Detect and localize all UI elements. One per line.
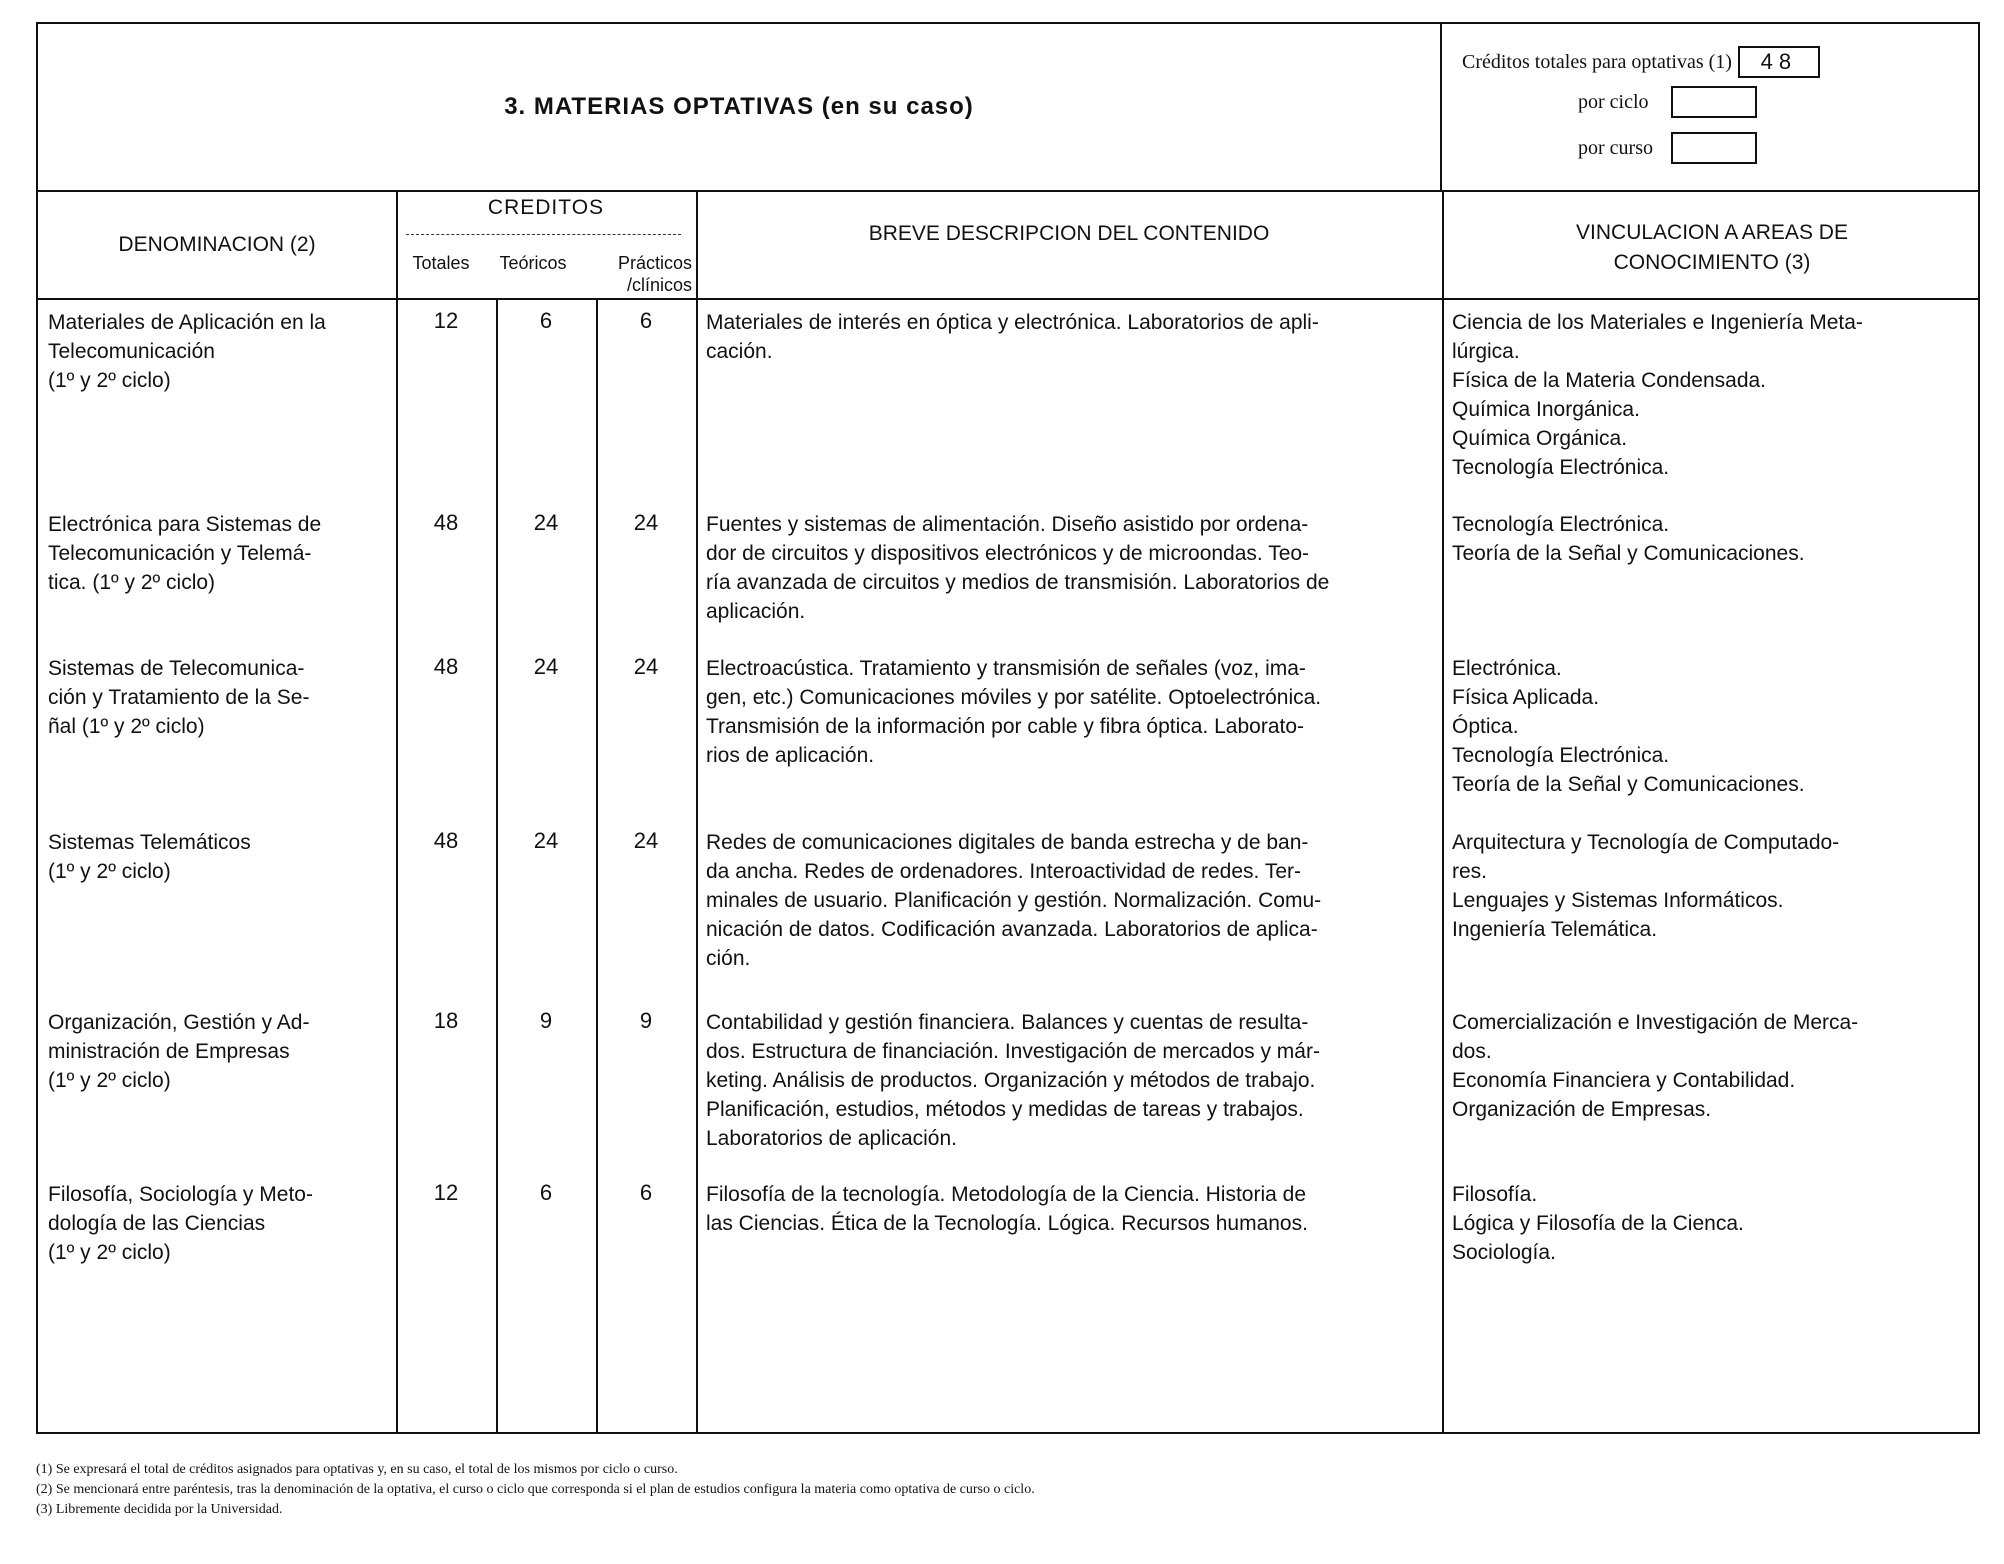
section-title: 3. MATERIAS OPTATIVAS (en su caso): [38, 24, 1442, 190]
row-1-teoricos: 6: [539, 308, 553, 333]
row-4-totales: 48: [433, 828, 459, 853]
footnotes: [36, 1460, 1035, 1520]
col-vinculacion: VINCULACION A AREAS DE CONOCIMIENTO (3): [1576, 221, 1848, 274]
row-3-denominacion: Sistemas de Telecomunica- ción y Tratamiento de la Se- ñal (1º y 2º ciclo): [48, 657, 310, 738]
row-2-practicos: 24: [633, 510, 659, 535]
row-6-areas: Filosofía. Lógica y Filosofía de la Cienca. Sociología.: [1452, 1183, 1744, 1264]
row-6-totales: 12: [433, 1180, 459, 1205]
col-teoricos: Teóricos: [499, 253, 567, 273]
footnote-3: (3) Libremente decidida por la Universidad.: [36, 1502, 283, 1517]
row-4-areas: Arquitectura y Tecnología de Computado- res. Lenguajes y Sistemas Informáticos. Ingeniería Telemática.: [1452, 831, 1840, 941]
row-5-denominacion: Organización, Gestión y Ad- ministración de Empresas (1º y 2º ciclo): [48, 1011, 310, 1092]
row-3-descripcion: Electroacústica. Tratamiento y transmisión de señales (voz, ima- gen, etc.) Comunicaciones móviles y por satélite. Optoelectrónica. Transmisión de la información por cable y fibra óptica. Laborato- rios de aplicación.: [706, 657, 1322, 767]
row-3-practicos: 24: [633, 654, 659, 679]
footnote-2: (2) Se mencionará entre paréntesis, tras la denominación de la optativa, el curso o ciclo que corresponda si el plan de estudios configura la materia como optativa de curso o ciclo.: [36, 1482, 1035, 1497]
col-creditos: [396, 192, 696, 298]
credits-summary: [1442, 24, 1978, 190]
col-practicos: Prácticos /clínicos: [617, 253, 692, 295]
row-5-totales: 18: [433, 1008, 459, 1033]
row-2-teoricos: 24: [533, 510, 559, 535]
row-2-totales: 48: [433, 510, 459, 535]
row-4-teoricos: 24: [533, 828, 559, 853]
row-1-totales: 12: [433, 308, 459, 333]
row-3-teoricos: 24: [533, 654, 559, 679]
col-totales: Totales: [412, 253, 470, 273]
document-page: [36, 22, 1980, 1434]
col-descripcion: BREVE DESCRIPCION DEL CONTENIDO: [868, 222, 1270, 245]
row-1-descripcion: Materiales de interés en óptica y electrónica. Laboratorios de apli- cación.: [706, 311, 1319, 363]
row-1-practicos: 6: [639, 308, 653, 333]
footnote-1: (1) Se expresará el total de créditos asignados para optativas y, en su caso, el total de los mismos por ciclo o curso.: [36, 1462, 678, 1477]
row-1-areas: Ciencia de los Materiales e Ingeniería Meta- lúrgica. Física de la Materia Condensada. Química Inorgánica. Química Orgánica. Tecnología Electrónica.: [1452, 311, 1863, 479]
row-5-practicos: 9: [639, 1008, 653, 1033]
row-4-practicos: 24: [633, 828, 659, 853]
col-denominacion: DENOMINACION (2): [118, 233, 316, 256]
row-2-areas: Tecnología Electrónica. Teoría de la Señal y Comunicaciones.: [1452, 513, 1805, 565]
row-5-areas: Comercialización e Investigación de Merca- dos. Economía Financiera y Contabilidad. Organización de Empresas.: [1452, 1011, 1859, 1121]
row-3-areas: Electrónica. Física Aplicada. Óptica. Tecnología Electrónica. Teoría de la Señal y Comunicaciones.: [1452, 657, 1805, 796]
creditos-title: CREDITOS: [487, 196, 605, 219]
por-curso-box: [1671, 132, 1757, 164]
por-ciclo-label: por ciclo: [1578, 90, 1649, 113]
section-header: [36, 22, 1980, 192]
row-6-denominacion: Filosofía, Sociología y Meto- dología de las Ciencias (1º y 2º ciclo): [48, 1183, 313, 1264]
row-4-denominacion: Sistemas Telemáticos (1º y 2º ciclo): [48, 831, 251, 883]
total-credits-label: Créditos totales para optativas (1): [1462, 50, 1732, 73]
row-4-descripcion: Redes de comunicaciones digitales de banda estrecha y de ban- da ancha. Redes de ordenadores. Interoactividad de redes. Ter- minales de usuario. Planificación y gestión. Normalización. Comu- nicación de datos. Codificación avanzada. Laboratorios de aplica- ción.: [706, 831, 1322, 970]
row-2-descripcion: Fuentes y sistemas de alimentación. Diseño asistido por ordena- dor de circuitos y dispositivos electrónicos y de microondas. Teo- ría avanzada de circuitos y medios de transmisión. Laboratorios de aplicación.: [706, 513, 1330, 623]
row-6-teoricos: 6: [539, 1180, 553, 1205]
column-header-row: [36, 190, 1980, 300]
table-body: [36, 298, 1980, 1434]
creditos-divider: [406, 234, 681, 235]
por-curso-label: por curso: [1578, 136, 1653, 159]
row-3-totales: 48: [433, 654, 459, 679]
row-2-denominacion: Electrónica para Sistemas de Telecomunicación y Telemá- tica. (1º y 2º ciclo): [48, 513, 322, 594]
row-5-descripcion: Contabilidad y gestión financiera. Balances y cuentas de resulta- dos. Estructura de financiación. Investigación de mercados y már- keting. Análisis de productos. Organización y métodos de trabajo. Planificación, estudios, métodos y medidas de tareas y trabajos. Laboratorios de aplicación.: [706, 1011, 1320, 1150]
total-credits-box: 48: [1738, 46, 1820, 78]
por-ciclo-box: [1671, 86, 1757, 118]
row-5-teoricos: 9: [539, 1008, 553, 1033]
row-6-descripcion: Filosofía de la tecnología. Metodología de la Ciencia. Historia de las Ciencias. Ética de la Tecnología. Lógica. Recursos humanos.: [706, 1183, 1308, 1235]
row-1-denominacion: Materiales de Aplicación en la Telecomunicación (1º y 2º ciclo): [48, 311, 326, 392]
row-6-practicos: 6: [639, 1180, 653, 1205]
